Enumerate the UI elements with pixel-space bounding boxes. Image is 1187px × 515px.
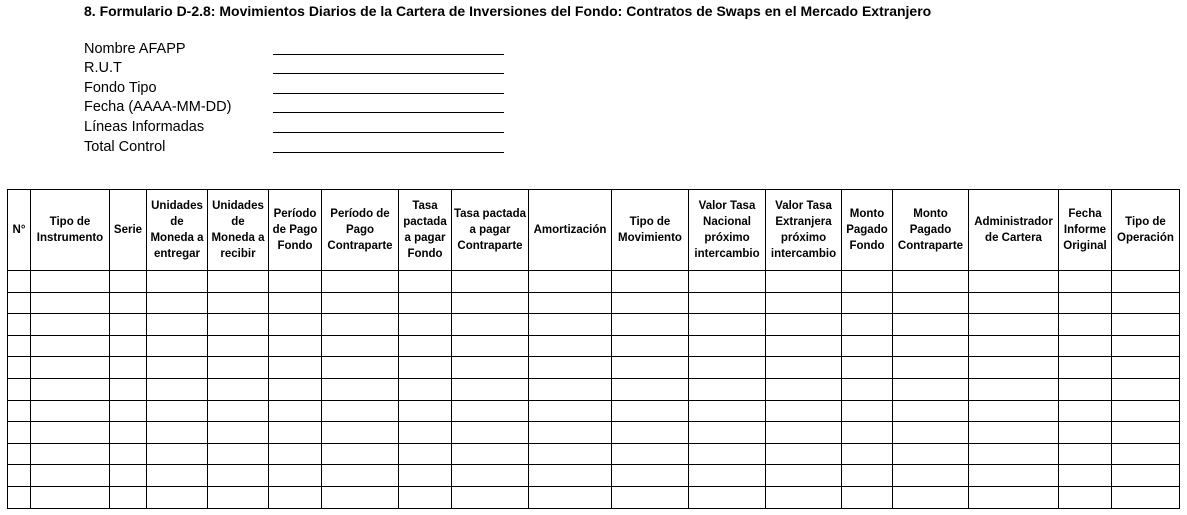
table-cell[interactable] [269,314,322,336]
table-row [8,357,1180,379]
table-cell[interactable] [452,422,529,444]
table-row [8,443,1180,465]
table-cell[interactable] [31,271,110,293]
table-cell[interactable] [452,400,529,422]
field-input-line[interactable] [273,93,504,94]
table-cell[interactable] [452,443,529,465]
table-row [8,378,1180,400]
table-cell[interactable] [1112,314,1180,336]
column-header-tipo-instrumento: Tipo de Instrumento [31,190,110,271]
table-cell[interactable] [1059,465,1112,487]
table-cell[interactable] [529,271,612,293]
field-input-line[interactable] [273,152,504,153]
table-cell[interactable] [208,400,269,422]
table-cell[interactable] [147,292,208,314]
table-cell[interactable] [147,465,208,487]
table-cell[interactable] [208,314,269,336]
table-cell[interactable] [452,378,529,400]
table-cell[interactable] [1112,271,1180,293]
table-cell[interactable] [893,422,969,444]
table-cell[interactable] [1112,335,1180,357]
field-row-total-control [84,135,504,155]
table-cell[interactable] [208,443,269,465]
table-cell[interactable] [8,378,31,400]
table-cell[interactable] [452,335,529,357]
table-cell[interactable] [612,335,689,357]
table-cell[interactable] [529,292,612,314]
table-cell[interactable] [893,314,969,336]
table-cell[interactable] [269,335,322,357]
table-cell[interactable] [1059,292,1112,314]
column-header-tipo-movimiento: Tipo de Movimiento [612,190,689,271]
table-cell[interactable] [893,465,969,487]
table-cell[interactable] [1059,443,1112,465]
table-cell[interactable] [766,292,842,314]
table-cell[interactable] [1112,400,1180,422]
field-label: Total Control [84,138,166,155]
table-cell[interactable] [969,292,1059,314]
field-input-line[interactable] [273,54,504,55]
table-cell[interactable] [8,292,31,314]
column-header-valor-tasa-extranjera: Valor Tasa Extranjera próximo intercambio [766,190,842,271]
table-cell[interactable] [208,292,269,314]
table-cell[interactable] [969,400,1059,422]
table-cell[interactable] [1059,357,1112,379]
table-cell[interactable] [766,465,842,487]
table-cell[interactable] [8,335,31,357]
table-cell[interactable] [208,357,269,379]
table-cell[interactable] [612,357,689,379]
table-cell[interactable] [8,443,31,465]
table-cell[interactable] [147,335,208,357]
table-cell[interactable] [399,422,452,444]
column-header-unidades-entregar: Unidades de Moneda a entregar [147,190,208,271]
table-cell[interactable] [893,357,969,379]
table-cell[interactable] [208,486,269,508]
table-cell[interactable] [147,422,208,444]
table-cell[interactable] [31,357,110,379]
table-cell[interactable] [842,378,893,400]
table-cell[interactable] [689,422,766,444]
table-cell[interactable] [842,400,893,422]
table-cell[interactable] [208,335,269,357]
table-cell[interactable] [969,486,1059,508]
table-cell[interactable] [452,271,529,293]
field-label: Fecha (AAAA-MM-DD) [84,99,232,116]
form-title: 8. Formulario D-2.8: Movimientos Diarios de la Cartera de Inversiones del Fondo: Contratos de Swaps en el Mercado Extranjero [84,3,932,19]
table-cell[interactable] [1112,422,1180,444]
table-cell[interactable] [969,314,1059,336]
table-cell[interactable] [147,400,208,422]
table-cell[interactable] [147,357,208,379]
table-cell[interactable] [1112,357,1180,379]
field-label: Nombre AFAPP [84,40,186,57]
table-cell[interactable] [269,443,322,465]
table-cell[interactable] [322,443,399,465]
table-cell[interactable] [399,465,452,487]
field-row-nombre-afapp [84,37,504,57]
table-cell[interactable] [322,292,399,314]
table-cell[interactable] [322,335,399,357]
table-cell[interactable] [399,357,452,379]
table-cell[interactable] [147,314,208,336]
table-cell[interactable] [689,443,766,465]
field-input-line[interactable] [273,112,504,113]
table-cell[interactable] [612,314,689,336]
table-cell[interactable] [529,443,612,465]
table-cell[interactable] [842,443,893,465]
table-cell[interactable] [110,335,147,357]
table-cell[interactable] [208,465,269,487]
table-cell[interactable] [842,271,893,293]
table-cell[interactable] [893,292,969,314]
table-cell[interactable] [8,465,31,487]
column-header-numero: N° [8,190,31,271]
field-row-lineas-informadas [84,115,504,135]
table-cell[interactable] [208,271,269,293]
table-cell[interactable] [689,271,766,293]
table-cell[interactable] [689,292,766,314]
table-cell[interactable] [399,271,452,293]
table-cell[interactable] [322,357,399,379]
field-row-fondo-tipo [84,76,504,96]
table-cell[interactable] [689,486,766,508]
table-row [8,314,1180,336]
column-header-monto-pagado-fondo: Monto Pagado Fondo [842,190,893,271]
table-cell[interactable] [529,314,612,336]
table-cell[interactable] [322,314,399,336]
table-cell[interactable] [842,465,893,487]
table-cell[interactable] [269,400,322,422]
table-cell[interactable] [893,378,969,400]
field-input-line[interactable] [273,73,504,74]
table-cell[interactable] [766,357,842,379]
table-cell[interactable] [110,400,147,422]
table-cell[interactable] [322,486,399,508]
table-cell[interactable] [1059,335,1112,357]
table-cell[interactable] [969,378,1059,400]
table-cell[interactable] [612,465,689,487]
table-cell[interactable] [842,314,893,336]
table-cell[interactable] [399,443,452,465]
table-cell[interactable] [1112,465,1180,487]
field-input-line[interactable] [273,132,504,133]
table-cell[interactable] [269,422,322,444]
table-cell[interactable] [31,400,110,422]
table-cell[interactable] [269,271,322,293]
table-cell[interactable] [208,422,269,444]
table-cell[interactable] [147,271,208,293]
field-label: Fondo Tipo [84,79,157,96]
table-cell[interactable] [110,271,147,293]
table-cell[interactable] [969,443,1059,465]
table-cell[interactable] [969,357,1059,379]
table-cell[interactable] [612,271,689,293]
table-cell[interactable] [969,465,1059,487]
column-header-administrador-cartera: Administrador de Cartera [969,190,1059,271]
field-row-rut [84,57,504,77]
table-cell[interactable] [1112,486,1180,508]
table-row [8,486,1180,508]
table-cell[interactable] [269,357,322,379]
table-cell[interactable] [612,422,689,444]
table-cell[interactable] [529,335,612,357]
table-cell[interactable] [147,443,208,465]
table-cell[interactable] [1059,314,1112,336]
table-cell[interactable] [842,357,893,379]
table-cell[interactable] [766,314,842,336]
table-cell[interactable] [1059,400,1112,422]
table-cell[interactable] [689,400,766,422]
table-cell[interactable] [689,335,766,357]
table-cell[interactable] [31,314,110,336]
table-cell[interactable] [31,486,110,508]
table-cell[interactable] [8,422,31,444]
table-cell[interactable] [529,378,612,400]
table-cell[interactable] [31,465,110,487]
table-cell[interactable] [322,400,399,422]
column-header-tasa-pagar-fondo: Tasa pactada a pagar Fondo [399,190,452,271]
column-header-valor-tasa-nacional: Valor Tasa Nacional próximo intercambio [689,190,766,271]
table-cell[interactable] [322,422,399,444]
table-cell[interactable] [399,378,452,400]
table-row [8,292,1180,314]
table-row [8,335,1180,357]
field-row-fecha [84,96,504,116]
table-cell[interactable] [893,486,969,508]
table-cell[interactable] [1112,292,1180,314]
table-cell[interactable] [31,292,110,314]
column-header-fecha-informe-original: Fecha Informe Original [1059,190,1112,271]
table-cell[interactable] [529,400,612,422]
table-cell[interactable] [969,335,1059,357]
column-header-periodo-pago-fondo: Período de Pago Fondo [269,190,322,271]
table-cell[interactable] [842,335,893,357]
table-cell[interactable] [31,422,110,444]
table-header-row [8,190,1180,271]
swaps-table [7,189,1180,509]
table-cell[interactable] [147,486,208,508]
table-cell[interactable] [452,314,529,336]
table-cell[interactable] [766,400,842,422]
table-cell[interactable] [322,271,399,293]
table-cell[interactable] [842,292,893,314]
table-cell[interactable] [452,486,529,508]
table-cell[interactable] [8,271,31,293]
table-cell[interactable] [612,378,689,400]
field-label: Líneas Informadas [84,118,205,135]
table-cell[interactable] [1112,443,1180,465]
table-cell[interactable] [322,465,399,487]
table-cell[interactable] [110,443,147,465]
table-cell[interactable] [529,422,612,444]
table-cell[interactable] [208,378,269,400]
table-cell[interactable] [399,486,452,508]
table-cell[interactable] [529,486,612,508]
column-header-unidades-recibir: Unidades de Moneda a recibir [208,190,269,271]
table-body [8,271,1180,509]
table-cell[interactable] [110,292,147,314]
table-cell[interactable] [766,335,842,357]
table-cell[interactable] [612,292,689,314]
column-header-periodo-pago-contraparte: Período de Pago Contraparte [322,190,399,271]
column-header-monto-pagado-contraparte: Monto Pagado Contraparte [893,190,969,271]
table-cell[interactable] [766,443,842,465]
table-cell[interactable] [842,422,893,444]
table-cell[interactable] [612,443,689,465]
table-cell[interactable] [1059,271,1112,293]
table-cell[interactable] [31,443,110,465]
table-cell[interactable] [399,400,452,422]
table-cell[interactable] [147,378,208,400]
table-cell[interactable] [1112,378,1180,400]
table-cell[interactable] [31,335,110,357]
table-cell[interactable] [1059,378,1112,400]
column-header-amortizacion: Amortización [529,190,612,271]
table-cell[interactable] [110,422,147,444]
table-cell[interactable] [1059,486,1112,508]
table-cell[interactable] [452,465,529,487]
table-cell[interactable] [893,335,969,357]
table-cell[interactable] [612,400,689,422]
table-cell[interactable] [452,292,529,314]
table-cell[interactable] [110,357,147,379]
table-cell[interactable] [399,292,452,314]
table-cell[interactable] [689,378,766,400]
header-fields [84,37,504,155]
table-cell[interactable] [689,465,766,487]
table-row [8,271,1180,293]
table-cell[interactable] [766,271,842,293]
table-cell[interactable] [110,378,147,400]
table-cell[interactable] [110,465,147,487]
table-cell[interactable] [452,357,529,379]
table-cell[interactable] [893,271,969,293]
column-header-serie: Serie [110,190,147,271]
table-cell[interactable] [529,465,612,487]
table-cell[interactable] [322,378,399,400]
table-cell[interactable] [529,357,612,379]
table-cell[interactable] [8,314,31,336]
table-cell[interactable] [399,335,452,357]
table-cell[interactable] [766,422,842,444]
table-cell[interactable] [766,378,842,400]
table-cell[interactable] [1059,422,1112,444]
table-cell[interactable] [8,357,31,379]
table-cell[interactable] [8,486,31,508]
table-cell[interactable] [8,400,31,422]
field-label: R.U.T [84,60,122,77]
table-cell[interactable] [110,314,147,336]
table-row [8,400,1180,422]
table-cell[interactable] [766,486,842,508]
table-row [8,422,1180,444]
table-cell[interactable] [399,314,452,336]
table-cell[interactable] [31,378,110,400]
table-cell[interactable] [612,486,689,508]
table-cell[interactable] [110,486,147,508]
table-cell[interactable] [269,292,322,314]
table-cell[interactable] [969,422,1059,444]
table-cell[interactable] [269,465,322,487]
table-cell[interactable] [893,400,969,422]
table-row [8,465,1180,487]
column-header-tipo-operacion: Tipo de Operación [1112,190,1180,271]
table-cell[interactable] [842,486,893,508]
column-header-tasa-pagar-contraparte: Tasa pactada a pagar Contraparte [452,190,529,271]
table-cell[interactable] [969,271,1059,293]
table-cell[interactable] [689,357,766,379]
table-cell[interactable] [269,378,322,400]
table-cell[interactable] [269,486,322,508]
table-cell[interactable] [893,443,969,465]
table-cell[interactable] [689,314,766,336]
